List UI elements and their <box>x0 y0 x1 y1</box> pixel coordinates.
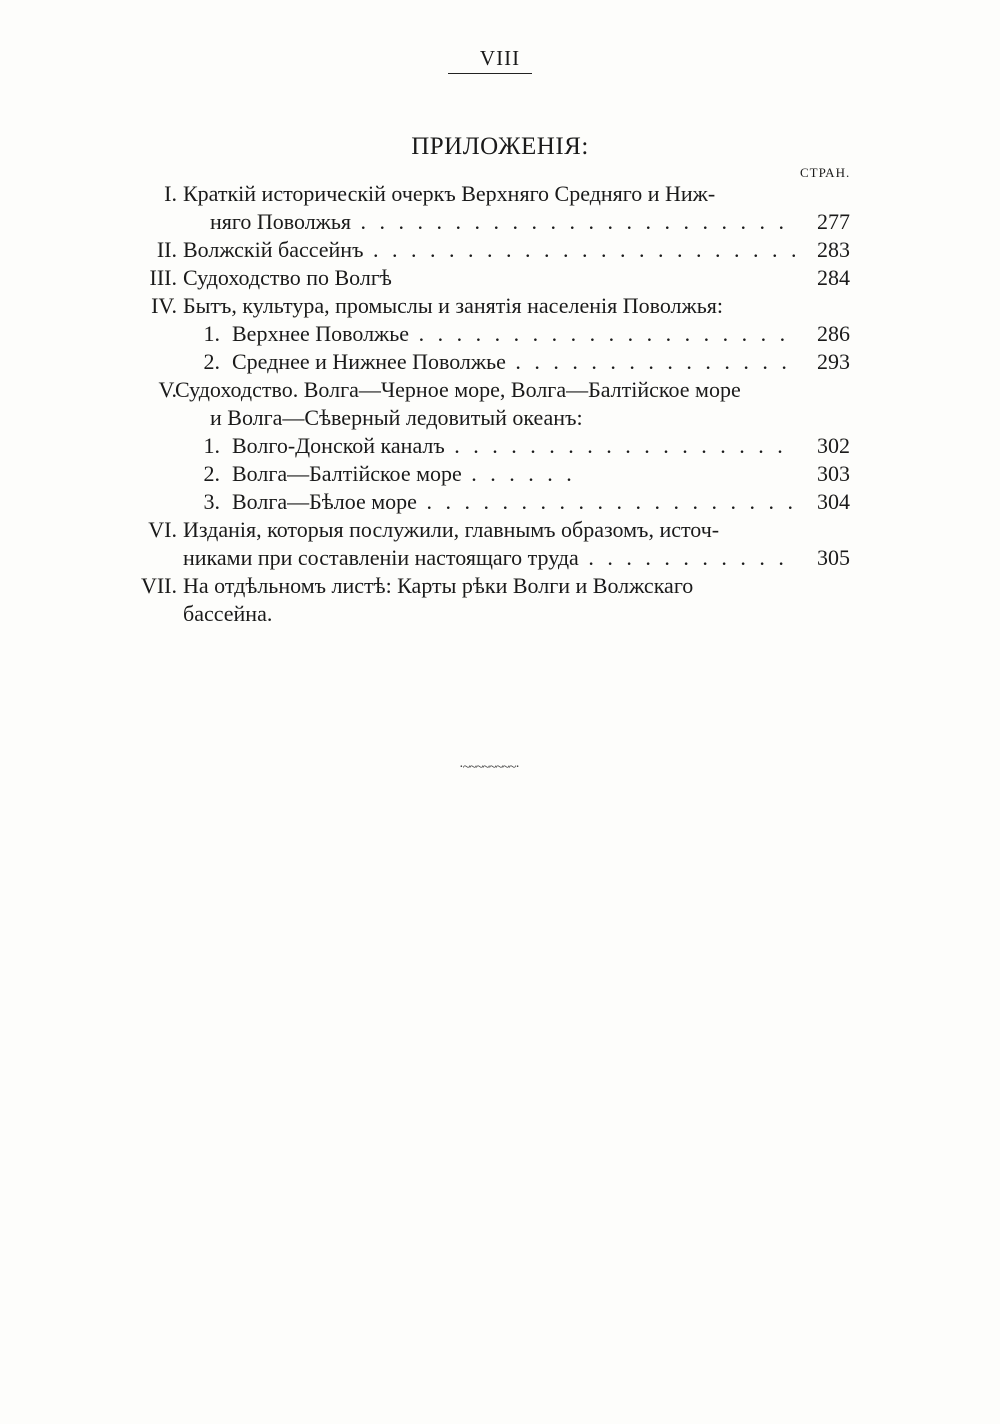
entry-text: няго Поволжья . . . <box>210 208 795 236</box>
decorative-ornament: ·~~~~~~~~· <box>459 760 519 775</box>
entry-page: 305 <box>795 544 850 572</box>
subentry-text: Среднее и Нижнее Поволжье . . . <box>232 348 795 376</box>
entry-number: VI. <box>148 517 177 542</box>
page-number: VIII <box>479 46 521 70</box>
toc-subentry <box>0 320 1000 348</box>
toc-entry-1-cont <box>0 208 1000 236</box>
entry-number: III. <box>149 265 177 290</box>
subentry-text: Волга—Балтійское море . . . <box>232 460 572 488</box>
entry-text: и Волга—Сѣверный ледовитый океанъ: <box>210 405 583 430</box>
subentry-number: 1. <box>203 433 220 458</box>
entry-text: бассейна. <box>183 601 273 626</box>
entry-text: Краткій историческій очеркъ Верхняго Средняго и Ниж- <box>183 181 716 206</box>
entry-page: 277 <box>795 208 850 236</box>
toc-subentry <box>0 460 1000 488</box>
subentry-page: 302 <box>795 432 850 460</box>
toc-entry-6-cont <box>0 544 1000 572</box>
subentry-number: 2. <box>203 349 220 374</box>
subentry-page: 304 <box>795 488 850 516</box>
entry-text: Изданія, которыя послужили, главнымъ образомъ, источ- <box>183 517 720 542</box>
entry-number: V. <box>158 377 177 402</box>
subentry-number: 2. <box>203 461 220 486</box>
toc-entry-2 <box>0 236 1000 264</box>
page-number-rule <box>448 73 532 74</box>
toc-entry-4 <box>0 292 1000 320</box>
subentry-number: 3. <box>203 489 220 514</box>
page-column-label: СТРАН. <box>800 165 851 180</box>
entry-number: VII. <box>140 573 177 598</box>
section-heading: ПРИЛОЖЕНІЯ: <box>411 133 589 160</box>
entry-page: 284 <box>795 264 850 292</box>
toc-entry-1 <box>0 180 1000 208</box>
entry-number: IV. <box>151 293 177 318</box>
subentry-text: Верхнее Поволжье . . . <box>232 320 795 348</box>
entry-text: Судоходство по Волгѣ <box>183 265 392 290</box>
toc-entry-7-cont <box>0 600 1000 628</box>
subentry-page: 286 <box>795 320 850 348</box>
toc-entry-3 <box>0 264 1000 292</box>
toc-subentry <box>0 488 1000 516</box>
entry-text: На отдѣльномъ листѣ: Карты рѣки Волги и Волжскаго <box>183 573 694 598</box>
toc-entry-6 <box>0 516 1000 544</box>
toc-entry-5 <box>0 376 1000 404</box>
entry-text: Судоходство. Волга—Черное море, Волга—Балтійское море <box>175 377 741 402</box>
entry-text: никами при составленіи настоящаго труда . . . <box>183 544 795 572</box>
subentry-number: 1. <box>203 321 220 346</box>
toc-entry-5-cont <box>0 404 1000 432</box>
subentry-page: 303 <box>795 460 850 488</box>
subentry-page: 293 <box>795 348 850 376</box>
entry-number: II. <box>156 237 177 262</box>
entry-text: Бытъ, культура, промыслы и занятія населенія Поволжья: <box>183 293 723 318</box>
subentry-text: Волга—Бѣлое море . . . <box>232 488 795 516</box>
toc-entry-7 <box>0 572 1000 600</box>
toc-subentry <box>0 432 1000 460</box>
entry-page: 283 <box>795 236 850 264</box>
subentry-text: Волго-Донской каналъ . . . <box>232 432 795 460</box>
toc-subentry <box>0 348 1000 376</box>
entry-text: Волжскій бассейнъ . . . <box>183 236 795 264</box>
entry-number: I. <box>164 181 177 206</box>
